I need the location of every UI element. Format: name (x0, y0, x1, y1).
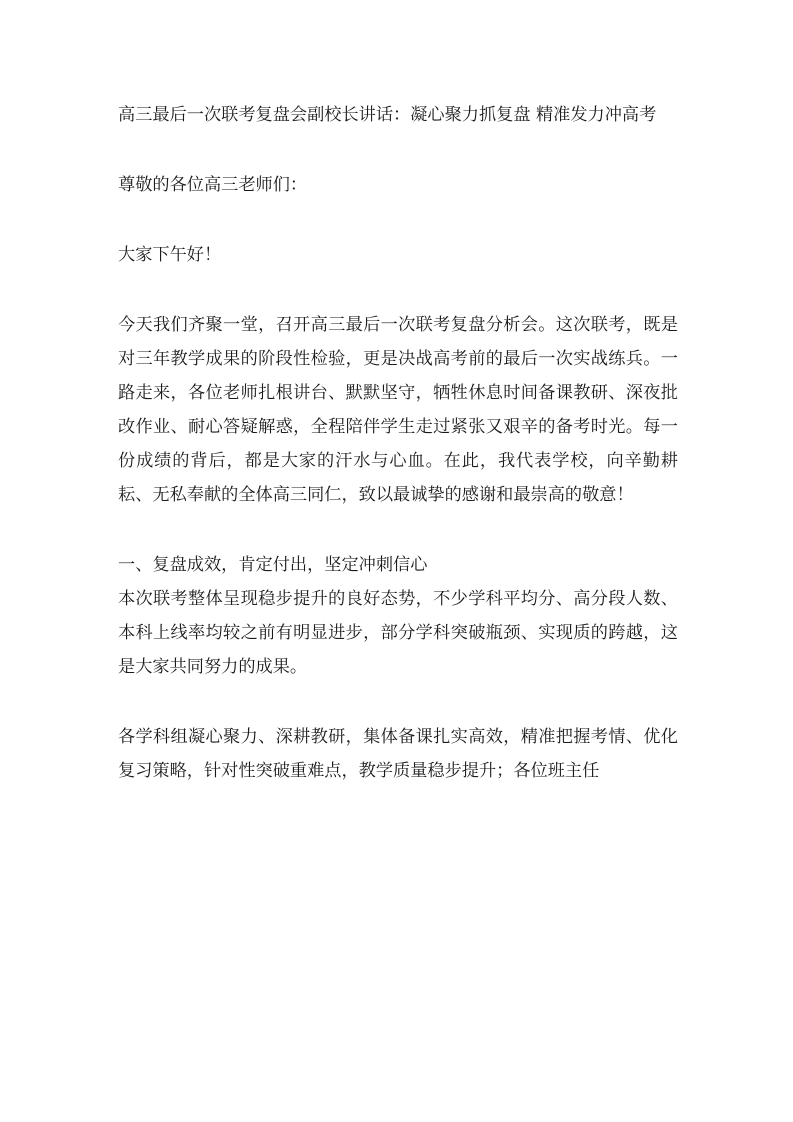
section-1-paragraph-2: 各学科组凝心聚力、深耕教研，集体备课扎实高效，精准把握考情、优化复习策略，针对性突破重难点，教学质量稳步提升；各位班主任 (118, 727, 678, 781)
intro-paragraph: 今天我们齐聚一堂，召开高三最后一次联考复盘分析会。这次联考，既是对三年教学成果的阶段性检验，更是决战高考前的最后一次实战练兵。一路走来，各位老师扎根讲台、默默坚守，牺牲休息时间备课教研、深夜批改作业、耐心答疑解惑，全程陪伴学生走过紧张又艰辛的备考时光。每一份成绩的背后，都是大家的汗水与心血。在此，我代表学校，向辛勤耕耘、无私奉献的全体高三同仁，致以最诚挚的感谢和最崇高的敬意！ (118, 315, 678, 505)
section-1-paragraph-1: 本次联考整体呈现稳步提升的良好态势，不少学科平均分、高分段人数、本科上线率均较之前有明显进步，部分学科突破瓶颈、实现质的跨越，这是大家共同努力的成果。 (118, 589, 678, 677)
greeting: 大家下午好！ (118, 245, 222, 265)
section-1-heading: 一、复盘成效，肯定付出，坚定冲刺信心 (118, 555, 428, 575)
document-body (118, 98, 678, 788)
salutation: 尊敬的各位高三老师们： (118, 175, 308, 195)
document-title: 高三最后一次联考复盘会副校长讲话：凝心聚力抓复盘 精准发力冲高考 (118, 105, 657, 125)
